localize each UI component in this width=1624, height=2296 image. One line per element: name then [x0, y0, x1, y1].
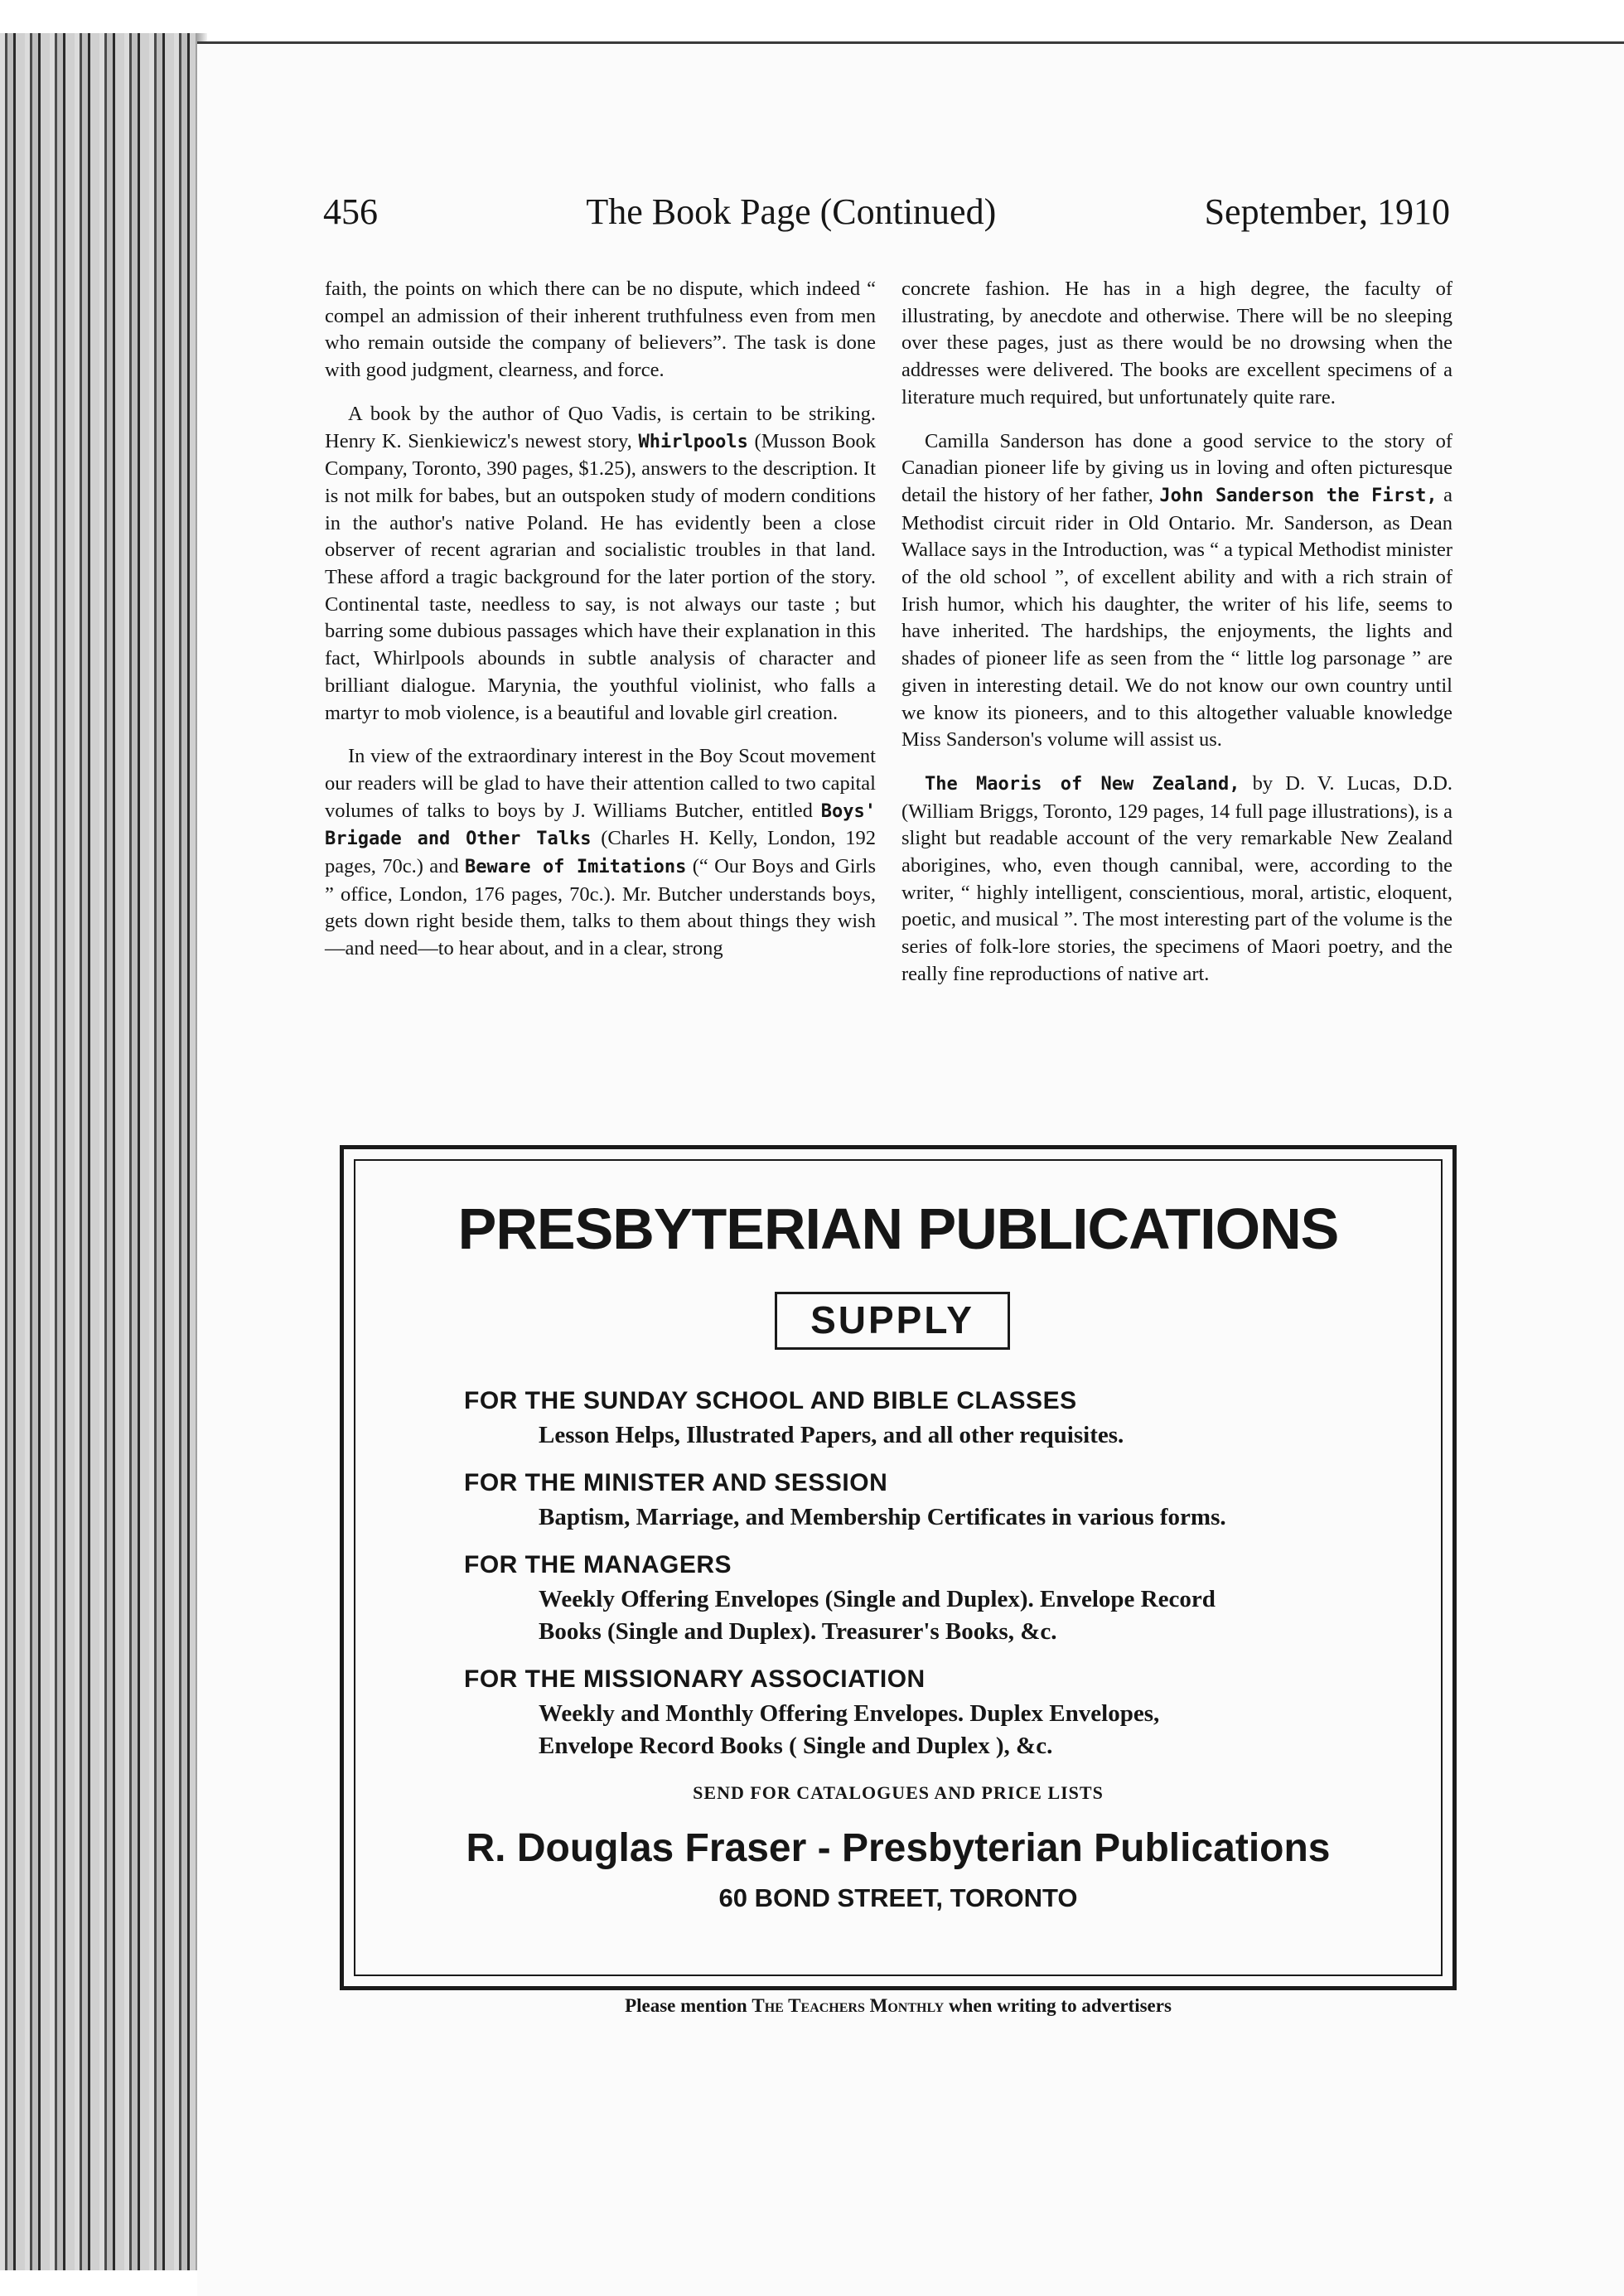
ad-title: PRESBYTERIAN PUBLICATIONS: [457, 1196, 1339, 1261]
ad-section-line: Weekly Offering Envelopes (Single and Duplex). Envelope Record: [539, 1586, 1216, 1612]
running-header: [323, 191, 1450, 240]
footer-note: [340, 1995, 1457, 2017]
paragraph: faith, the points on which there can be no dispute, which indeed “ compel an admission of their inherent truthfulness even from men who remain outside the company of believers”. The task is done with good judgment, clearness, and force.: [325, 278, 876, 382]
ad-send-line: SEND FOR CATALOGUES AND PRICE LISTS: [693, 1782, 1104, 1803]
ad-section-heading: FOR THE MANAGERS: [464, 1551, 732, 1578]
book-title: The Maoris of New Zealand,: [925, 773, 1240, 795]
ad-section-heading: FOR THE SUNDAY SCHOOL AND BIBLE CLASSES: [464, 1387, 1077, 1414]
book-title: Whirlpools: [638, 431, 748, 452]
text: (“ Our Boys and Girls ” office, London, 176 pages, 70c.). Mr. Butcher understands boys, gets down right beside them, talks to them about things they wish—and need—to hear about, and in a clear, strong: [325, 855, 877, 960]
paragraph-whirlpools: [325, 401, 876, 727]
ad-section-line: Baptism, Marriage, and Membership Certificates in various forms.: [539, 1504, 1226, 1530]
ad-section-line: Lesson Helps, Illustrated Papers, and all other requisites.: [539, 1422, 1124, 1448]
issue-date: September, 1910: [1204, 191, 1450, 232]
ad-address: 60 BOND STREET, TORONTO: [718, 1883, 1078, 1912]
magazine-name: The Teachers Monthly: [752, 1995, 945, 2016]
paragraph: concrete fashion. He has in a high degree, the faculty of illustrating, by anecdote and otherwise. There will be no sleeping over these pages, just as there would be no drowsing when the addresses were delivered. The books are excellent specimens of a literature much required, but unfortunately quite rare.: [901, 278, 1452, 408]
ad-section-heading: FOR THE MINISTER AND SESSION: [464, 1469, 888, 1496]
ad-section: [464, 1465, 1375, 1534]
paragraph-sanderson: [901, 428, 1452, 754]
ad-section-line: Books (Single and Duplex). Treasurer's Books, &c.: [539, 1618, 1057, 1645]
text: (Musson Book Company, Toronto, 390 pages, $1.25), answers to the description. It is not milk for babes, but an outspoken study of modern conditions in the author's native Poland. He has evidently been a close observer of recent agrarian and socialistic troubles in that land. These afford a tragic background for the later portion of the story. Continental taste, needless to say, is not always our taste ; but barring some dubious passages which have their explanation in this fact, Whirlpools abounds in subtle analysis of character and brilliant dialogue. Marynia, the youthful violinist, who falls a martyr to mob violence, is a beautiful and lovable girl creation.: [325, 429, 877, 724]
running-title: The Book Page (Continued): [586, 191, 997, 232]
footer-text: Please mention: [625, 1995, 747, 2016]
ad-section-line: Weekly and Monthly Offering Envelopes. Duplex Envelopes,: [539, 1700, 1160, 1727]
text: A book by the author of Quo Vadis, is certain to be striking. Henry K. Sienkiewicz's newest story,: [325, 402, 876, 452]
ad-section-heading: FOR THE MISSIONARY ASSOCIATION: [464, 1665, 926, 1693]
ad-section: [464, 1661, 1375, 1762]
book-title: Beware of Imitations: [465, 857, 687, 878]
text: a Methodist circuit rider in Old Ontario. Mr. Sanderson, as Dean Wallace says in the Introduction, was “ a typical Methodist minister of the old school ”, of excellent ability and with a rich strain of Irish humor, which his daughter, the writer of his life, seems to have inherited. The hardships, the enjoyments, the lights and shades of pioneer life as seen from the “ little log parsonage ” are given in interesting detail. We do not know our own country until we know its pioneers, and to this altogether valuable knowledge Miss Sanderson's volume will assist us.: [901, 483, 1452, 752]
text: Camilla Sanderson has done a good service to the story of Canadian pioneer life by giving us in loving and often picturesque detail the history of her father,: [901, 429, 1452, 506]
paragraph-boys-brigade: [325, 743, 876, 963]
left-column: [325, 276, 876, 979]
ad-sections: [464, 1383, 1375, 1776]
page-number: 456: [323, 191, 378, 232]
footer-text: when writing to advertisers: [948, 1995, 1172, 2016]
advertisement: [340, 1145, 1457, 1990]
text: by D. V. Lucas, D.D. (William Briggs, Toronto, 129 pages, 14 full page illustrations), is a slight but readable account of the very remarkable New Zealand aborigines, who, even though cannibal, were, according to the writer, “ highly intelligent, conscientious, moral, artistic, eloquent, poetic, and musical ”. The most interesting part of the volume is the series of folk-lore stories, the specimens of Maori poetry, and the really fine reproductions of native art.: [901, 771, 1453, 985]
ad-supply-box: SUPPLY: [775, 1292, 1010, 1350]
ad-section-line: Envelope Record Books ( Single and Duplex ), &c.: [539, 1733, 1053, 1759]
book-title: Boys' Brigade and Other Talks: [325, 800, 877, 850]
ad-section: [464, 1547, 1375, 1648]
text: (Charles H. Kelly, London, 192 pages, 70c.) and: [325, 827, 877, 878]
book-title: John Sanderson the First,: [1159, 485, 1438, 506]
right-column: [901, 276, 1452, 1005]
book-page-edges: [0, 33, 207, 2270]
ad-publisher: R. Douglas Fraser - Presbyterian Publications: [466, 1826, 1331, 1870]
text: In view of the extraordinary interest in the Boy Scout movement our readers will be glad to have their attention called to two capital volumes of talks to boys by J. Williams Butcher, entitled: [325, 745, 876, 822]
paragraph-maoris: [901, 771, 1452, 988]
ad-section: [464, 1383, 1375, 1452]
